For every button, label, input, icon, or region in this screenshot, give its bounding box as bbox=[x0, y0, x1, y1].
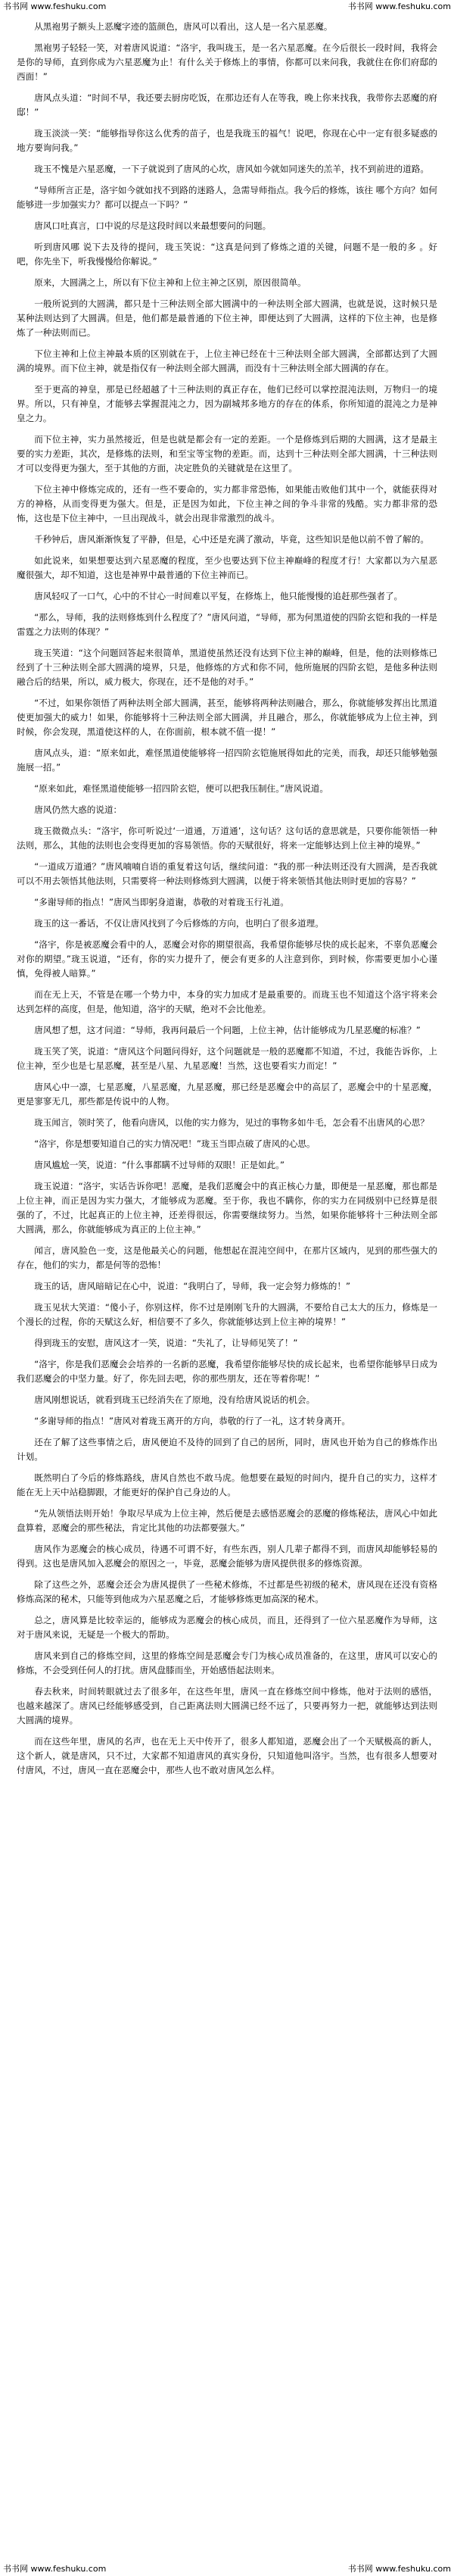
site-watermark-right: 书书网 www.feshuku.com bbox=[347, 2564, 451, 2574]
paragraph: 珑玉淡淡一笑：“能够指导你这么优秀的苗子，也是我珑玉的福气！说吧，你现在心中一定有很多疑惑的地方要询问我。” bbox=[17, 128, 437, 153]
paragraph: 珑玉的话，唐风暗暗记在心中，说道：“我明白了，导师，我一定会努力修炼的！” bbox=[34, 1281, 350, 1291]
paragraph: 从黑袍男子额头上恶魔字迹的篮颜色，唐风可以看出，这人是一名六星恶魔。 bbox=[34, 21, 333, 32]
paragraph: 珑玉笑道：“这个问题回答起来很简单，黑道使虽然还没有达到下位主神的巅峰，但是，他的法则修炼已经到了十三种法则全部大圆满的境界，只是，他修炼的方式和你不同，他所施展的四阶玄铠，是他多种法则融合后的结果，所以，威力极大，你现在，还不是他的对手。” bbox=[17, 648, 437, 687]
paragraph: “不过，如果你领悟了两种法则全部大圆满，甚至，能够将两种法则融合，那么，你就能够发挥出比黑道使更加强大的威力！如果，你能够将十三种法则全部大圆满，并且融合，那么，你就能够成为上位主神，到时候，你会发现，黑道使这样的人，在你面前，根本就不值一提！” bbox=[17, 698, 437, 737]
paragraph: 春去秋来，时间转眼就过去了很多年，在这些年里，唐风一直在修炼空间中修炼，他对于法则的感悟，也越来越深了。唐风已经能够感受到，自己距离法则大圆满已经不远了，只要再努力一把，就能够达到法则大圆满的境界。 bbox=[17, 1686, 437, 1725]
paragraph: 黑袍男子轻轻一笑，对着唐风说道：“洛宇，我叫珑玉，是一名六星恶魔。在今后很长一段时间，我将会是你的导师，直到你成为六星恶魔为止！有什么关于修炼上的事情，你都可以来问我，我就住在你们府邸的西面！” bbox=[17, 42, 437, 82]
paragraph: 而在无上天，不管是在哪一个势力中，本身的实力加成才是最重要的。而珑玉也不知道这个洛宇将来会达到怎样的高度，但是，他知道，洛宇的天赋，绝对不会比他差。 bbox=[17, 989, 437, 1014]
paragraph: 珑玉闻言，领时笑了，他看向唐风，以他的实力修为，见过的事物多如牛毛，怎会看不出唐风的心思？ bbox=[34, 1117, 429, 1128]
paragraph: 下位主神和上位主神最本质的区别就在于，上位主神已经在十三种法则全部大圆满，全部都达到了大圆满的境界。而下位主神，就是指仅有一种法则全部大圆满，而没有十三种法则全部大圆满的存在。 bbox=[17, 348, 437, 373]
paragraph: 如此说来，如果想要达到六星恶魔的程度，至少也要达到下位主神巅峰的程度才行！大家都以为六星恶魔很强大，却不知道，这也是神界中最普通的下位主神而已。 bbox=[17, 555, 437, 580]
paragraph: 唐风来到自己的修炼空间，这里的修炼空间是恶魔会专门为核心成员准备的，在这里，唐风可以安心的修炼，不会受到任何人的打扰。唐风盘膝而坐，开始感悟起法则来。 bbox=[17, 1650, 437, 1675]
paragraph: 唐风点头道：“时间不早，我还要去厨房吃饭，在那边还有人在等我，晚上你来找我，我带你去恶魔的府邸！” bbox=[17, 92, 437, 117]
paragraph: 珑玉的这一番话，不仅让唐风找到了今后修炼的方向，也明白了很多道理。 bbox=[34, 918, 324, 929]
site-footer bbox=[0, 2562, 454, 2576]
paragraph: 唐风轻叹了一口气，心中的不甘心一时间难以平复，在修炼上，他只能慢慢的追赶那些强者了。 bbox=[34, 591, 403, 601]
paragraph: 唐风想了想，这才问道：“导师，我再问最后一个问题，上位主神，估计能够成为几星恶魔的标准？” bbox=[34, 1025, 421, 1035]
paragraph: 除了这些之外，恶魔会还会为唐风提供了一些秘术修炼，不过都是些初级的秘术，唐风现在还没有资格修炼高深的秘术，只能等到他成为六星恶魔之后，才能够修炼更加高深的秘术。 bbox=[17, 1579, 437, 1604]
paragraph: 下位主神中修炼完成的，还有一些不要命的，实力都非常恐怖，如果能击败他们其中一个，就能获得对方的神格，从而变得更为强大。但是，正是因为如此，下位主神之间的争斗非常的残酷。实力都非常的恐怖，这也是下位主神中，一旦出现战斗，就会出现非常激烈的战斗。 bbox=[17, 484, 437, 523]
paragraph: 珑玉笑了笑，说道：“唐风这个问题问得好，这个问题就是一般的恶魔都不知道，不过，我能告诉你，上位主神，至少也是七星恶魔，甚至是八星、九星恶魔！当然，这也要看实力而定！” bbox=[17, 1046, 437, 1071]
paragraph: 而下位主神，实力虽然接近，但是也就是都会有一定的差距。一个是修炼到后期的大圆满，这才是最主要的实力差距，其次，是修炼的法则，和至宝等宝物的差距。而，达到十三种法则全部大圆满，十三种法则才可以变得更为强大，至于其他的方面，决定胜负的关键就是在这里了。 bbox=[17, 434, 437, 473]
site-header bbox=[0, 0, 454, 14]
paragraph: 听到唐风哪 说下去及待的提问，珑玉笑说：“这真是问到了修炼之道的关键，问题不是一般的多 。好吧，你先坐下，听我慢慢给你解说。” bbox=[17, 242, 437, 267]
paragraph: 唐风刚想说话，就看到珑玉已经消失在了原地，没有给唐风说话的机会。 bbox=[34, 1394, 316, 1405]
chapter-text bbox=[0, 17, 454, 2559]
paragraph: 千秒钟后，唐风渐渐恢复了平静，但是，心中还是充满了激动，毕竟，这些知识是他以前不曾了解的。 bbox=[34, 534, 429, 545]
paragraph: “多谢导师的指点！”唐风当即躬身道谢，恭敬的对着珑玉行礼道。 bbox=[34, 897, 289, 907]
paragraph: “那么，导师，我的法则修炼到什么程度了？”唐风问道，“导师，那为何黑道使的四阶玄铠和我的一样是雷霆之力法则的体现？” bbox=[17, 612, 437, 637]
site-watermark-left: 书书网 www.feshuku.com bbox=[3, 2, 107, 11]
paragraph: 闻言，唐风脸色一变，这是他最关心的问题，他想起在混沌空间中，在那片区域内，见到的那些强大的存在，他们的实力，都是何等的恐怖！ bbox=[17, 1245, 437, 1270]
paragraph: 唐风尴尬一笑，说道：“什么事都瞒不过导师的双眼！正是如此。” bbox=[34, 1160, 285, 1170]
paragraph: 原来，大圆满之上，所以有下位主神和上位主神之区别，原因很简单。 bbox=[34, 277, 306, 288]
paragraph: 还在了解了这些事情之后，唐风便迫不及待的回到了自己的居所，同时，唐风也开始为自己的修炼作出计划。 bbox=[17, 1437, 437, 1462]
paragraph: “多谢导师的指点！”唐风对着珑玉离开的方向，恭敬的行了一礼，这才转身离开。 bbox=[34, 1416, 350, 1426]
paragraph: 唐风作为恶魔会的核心成员，待遇不可谓不好，有些东西，别人几辈子都得不到，而唐风却能够轻易的得到。这也是唐风加入恶魔会的原因之一，毕竟，恶魔会能够为唐风提供很多的修炼资源。 bbox=[17, 1544, 437, 1569]
paragraph: 总之，唐风算是比较幸运的，能够成为恶魔会的核心成员，而且，还得到了一位六星恶魔作为导师，这对于唐风来说，无疑是一个极大的帮助。 bbox=[17, 1615, 437, 1640]
site-watermark-right: 书书网 www.feshuku.com bbox=[347, 2, 451, 11]
paragraph: 唐风点头，道：“原来如此，难怪黑道使能够将一招四阶玄铠施展得如此的完美，而我，却还只能够勉强施展一招。” bbox=[17, 748, 437, 773]
paragraph: “洛宇，你是想要知道自己的实力情况吧！”珑玉当即点破了唐风的心思。 bbox=[34, 1138, 316, 1149]
paragraph: 得到珑玉的安慰，唐风这才一笑，说道：“失礼了，让导师见笑了！” bbox=[34, 1338, 298, 1348]
paragraph: 唐风心中一凛，七星恶魔，八星恶魔，九星恶魔，那已经是恶魔会中的高层了，恶魔会中的十星恶魔，更是寥寥无几，那些都是传说中的人物。 bbox=[17, 1082, 437, 1107]
site-watermark-left: 书书网 www.feshuku.com bbox=[3, 2564, 107, 2574]
paragraph: 唐风仍然大惑的说道： bbox=[34, 804, 123, 815]
paragraph: 珑玉说道：“洛宇，实话告诉你吧！恶魔，是我们恶魔会中的真正核心力量，即便是一星恶魔，那也都是上位主神，而正是因为实力强大，才能够成为恶魔。至于你，我也不瞒你，你的实力在同级别中已经算是很强的了，不过，比起真正的上位主神，还差得很远，你需要继续努力。当然，如果你能够将十三种法则全部大圆满，那么，你就能够成为真正的上位主神。” bbox=[17, 1181, 437, 1235]
paragraph: 珑玉见状大笑道：“傻小子，你别这样，你不过是刚刚飞升的大圆满，不要给自己太大的压力，修炼是一个漫长的过程，你的天赋这么好，相信要不了多久，你就能够达到上位主神的境界！” bbox=[17, 1302, 437, 1327]
paragraph: 珑玉微微点头：“洛宇，你可听说过‘一道通，万道通’，这句话？这句话的意思就是，只要你能领悟一种法则，那么，其他的法则也会变得更加的容易领悟。你的天赋很好，将来一定能够达到上位主神的境界。” bbox=[17, 826, 437, 851]
paragraph: 珑玉不愧是六星恶魔，一下子就说到了唐风的心坎，唐风如今就如同迷失的羔羊，找不到前进的道路。 bbox=[34, 164, 429, 174]
paragraph: “洛宇，你是我们恶魔会会培养的一名新的恶魔，我希望你能够尽快的成长起来，也希望你能够早日成为我们恶魔会的中坚力量。好了，你先回去吧，你的那些朋友，还在等着你呢！” bbox=[17, 1359, 437, 1384]
paragraph: “导师所言正是，洛宇如今就如找不到路的迷路人，急需导师指点。我今后的修炼，该往 哪个方向？如何能够进一步加强实力？都可以提点一下吗？” bbox=[17, 185, 437, 210]
paragraph: “洛宇，你是被恶魔会看中的人，恶魔会对你的期望很高，我希望你能够尽快的成长起来，不辜负恶魔会对你的期望。”珑玉说道，“还有，你的实力提升了，便会有更多的人注意到你，到时候，你需要更加小心谨慎，免得被人暗算。” bbox=[17, 939, 437, 979]
paragraph: “原来如此，难怪黑道使能够一招四阶玄铠，便可以把我压制住。”唐风说道。 bbox=[34, 783, 328, 794]
paragraph: 而在这些年里，唐风的名声，也在无上天中传开了，很多人都知道，恶魔会出了一个天赋极高的新人，这个新人，就是唐风，只不过，大家都不知道唐风的真实身份，只知道他叫洛宇。当然，也有很多人想要对付唐风，不过，唐风一直在恶魔会中，那些人也不敢对唐风怎么样。 bbox=[17, 1736, 437, 1775]
paragraph: “先从领悟法则开始！争取尽早成为上位主神，然后便是去感悟恶魔会的恶魔的修炼秘法，唐风心中如此盘算着，恶魔会的那些秘法，肯定比其他的功法都要强大。” bbox=[17, 1508, 437, 1533]
paragraph: “一道成万道通？”唐风喃喃自语的重复着这句话，继续问道：“我的那一种法则还没有大圆满，是否我就可以不用去领悟其他法则，只需要将一种法则修炼到大圆满，以便于将来领悟其他法则时更加的容易？” bbox=[17, 861, 437, 886]
paragraph: 既然明白了今后的修炼路线，唐风自然也不敢马虎。他想要在最短的时间内，提升自己的实力，这样才能在无上天中站稳脚跟，才能更好的保护自己身边的人。 bbox=[17, 1472, 437, 1497]
paragraph: 一般所说到的大圆满，都只是十三种法则全部大圆满中的一种法则全部大圆满，也就是说，这时候只是某种法则达到了大圆满。但是，他们都是最普通的下位主神，即便达到了大圆满，这样的下位主神，也是修炼了一种法则而已。 bbox=[17, 298, 437, 338]
paragraph: 唐风口吐真言，口中说的尽是这段时间以来最想要问的问题。 bbox=[34, 220, 272, 231]
paragraph: 至于更高的神皇，那是已经超越了十三种法则的真正存在，他们已经可以掌控混沌法则，万物归一的境界。所以，只有神皇，才能够去掌握混沌之力，因为副城邦多地方的存在的体系，你所知道的混沌之力是神皇之力。 bbox=[17, 384, 437, 423]
